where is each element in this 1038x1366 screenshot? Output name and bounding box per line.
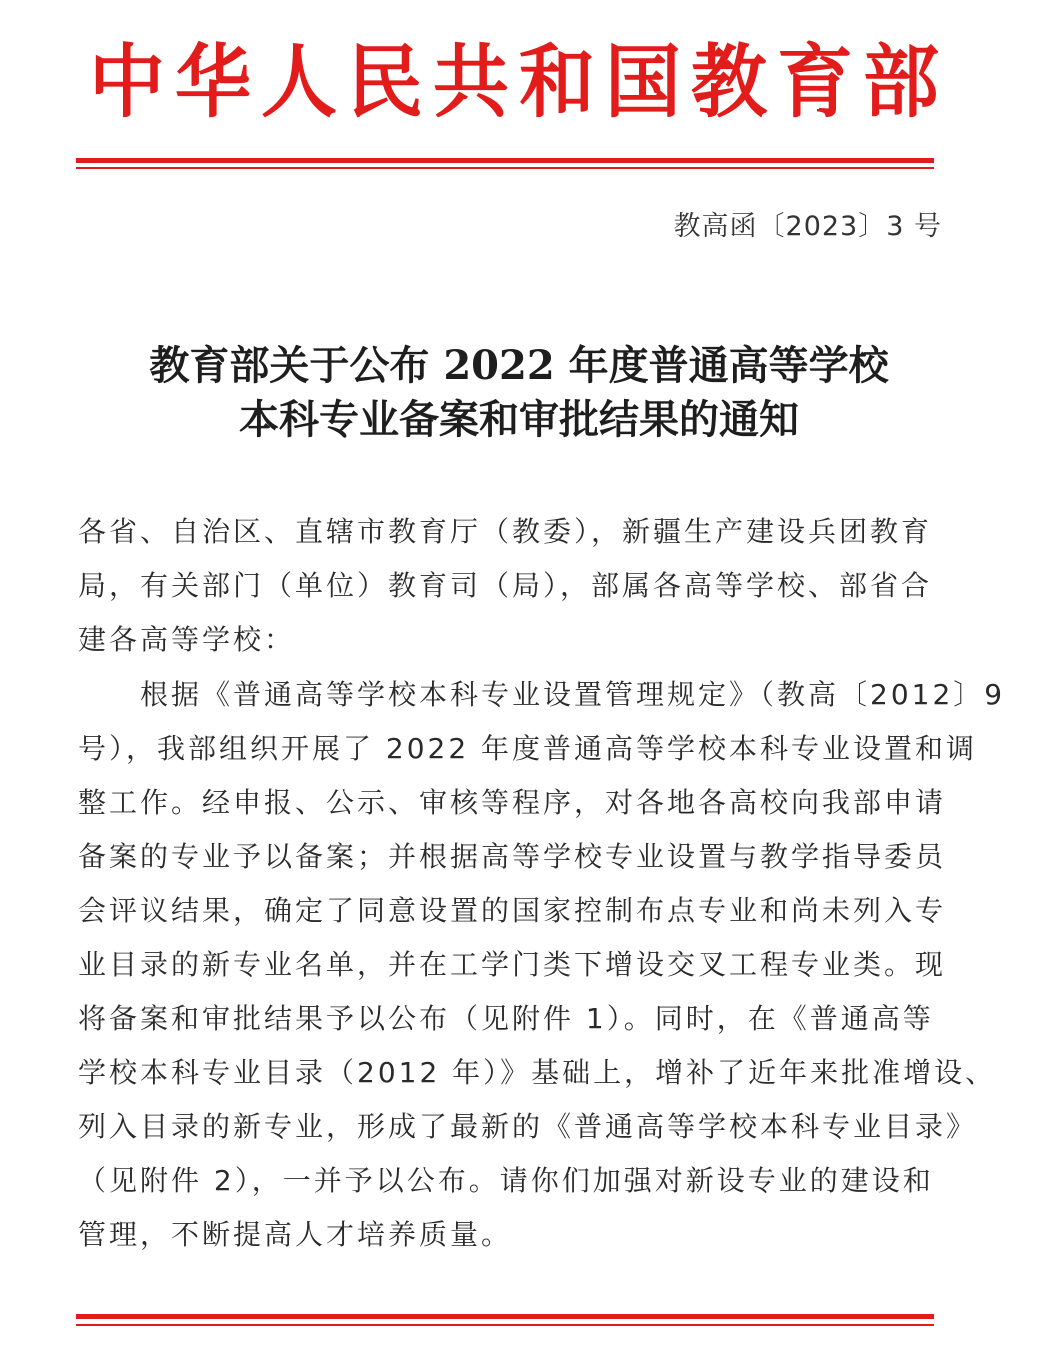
body-line: 将备案和审批结果予以公布（见附件 1）。同时，在《普通高等 [78, 1002, 934, 1035]
header-red-rule-thick [76, 158, 934, 163]
body-line: 学校本科专业目录（2012 年）》基础上，增补了近年来批准增设、 [78, 1056, 997, 1089]
body-line: 根据《普通高等学校本科专业设置管理规定》（教高〔2012〕9 [140, 678, 1006, 711]
body-paragraph [78, 668, 1006, 1262]
body-line: 管理，不断提高人才培养质量。 [78, 1218, 513, 1251]
notice-title-line-1: 教育部关于公布 2022 年度普通高等学校 [149, 342, 889, 389]
salutation [78, 505, 958, 667]
notice-title-line-2: 本科专业备案和审批结果的通知 [239, 396, 799, 443]
header-red-rule-thin [76, 167, 934, 169]
body-line: 号），我部组织开展了 2022 年度普通高等学校本科专业设置和调 [78, 732, 978, 765]
body-line: 会评议结果，确定了同意设置的国家控制布点专业和尚未列入专 [78, 894, 947, 927]
body-line: 整工作。经申报、公示、审核等程序，对各地各高校向我部申请 [78, 786, 947, 819]
ministry-masthead: 中华人民共和国教育部 [89, 34, 949, 129]
body-line: 业目录的新专业名单，并在工学门类下增设交叉工程专业类。现 [78, 948, 947, 981]
salutation-line: 各省、自治区、直辖市教育厅（教委），新疆生产建设兵团教育 [78, 515, 933, 548]
body-line: 备案的专业予以备案；并根据高等学校专业设置与教学指导委员 [78, 840, 947, 873]
salutation-line: 建各高等学校： [78, 623, 296, 656]
body-line: （见附件 2），一并予以公布。请你们加强对新设专业的建设和 [78, 1164, 934, 1197]
body-line: 列入目录的新专业，形成了最新的《普通高等学校本科专业目录》 [78, 1110, 978, 1143]
salutation-line: 局，有关部门（单位）教育司（局），部属各高等学校、部省合 [78, 569, 933, 602]
document-number: 教高函〔2023〕3 号 [673, 211, 942, 242]
footer-red-rule-thin [76, 1324, 934, 1326]
footer-red-rule-thick [76, 1314, 934, 1319]
